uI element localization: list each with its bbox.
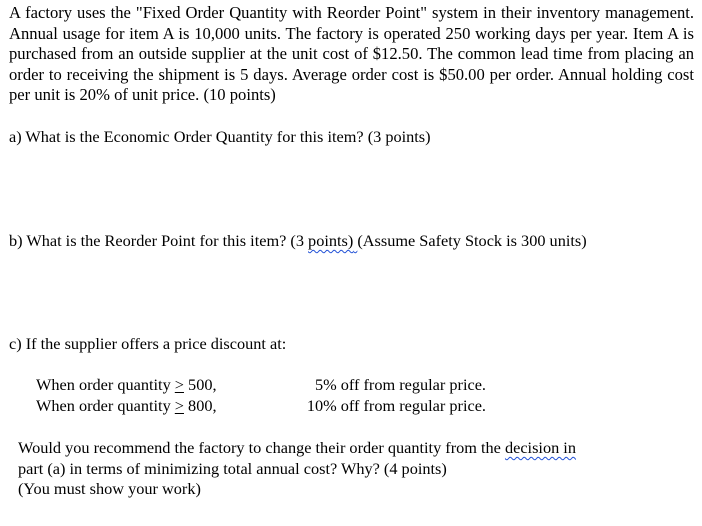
- question-a: [9, 127, 431, 147]
- followup-line-3: (You must show your work): [18, 479, 201, 499]
- discount-row: [36, 375, 486, 396]
- condition-prefix: When order quantity: [36, 375, 175, 394]
- condition-suffix: 500,: [183, 375, 217, 394]
- discount-table: [36, 375, 486, 416]
- question-c: [9, 334, 286, 354]
- discount-condition: [36, 375, 286, 396]
- discount-amount: 10% off from regular price.: [306, 395, 486, 415]
- followup-line-1: [18, 438, 576, 459]
- discount-row: [36, 396, 486, 417]
- followup-line-1-prefix: Would you recommend the factory to change their order quantity from the: [18, 438, 505, 457]
- problem-intro: [9, 3, 694, 106]
- greater-equal-symbol: >: [174, 375, 184, 394]
- greater-equal-symbol: >: [174, 395, 184, 415]
- question-b-prefix: b) What is the Reorder Point for this item? (3: [9, 231, 309, 250]
- discount-condition: [36, 396, 286, 417]
- question-b-suffix: (Assume Safety Stock is 300 units): [357, 231, 587, 250]
- discount-amount: 5% off from regular price.: [314, 375, 486, 394]
- question-b-marked-text: points): [308, 231, 354, 250]
- followup-question: [18, 438, 576, 500]
- question-c-text: c) If the supplier offers a price discount at:: [9, 334, 287, 353]
- condition-suffix: 800,: [183, 395, 217, 415]
- condition-prefix: When order quantity: [36, 395, 175, 415]
- followup-line-2: part (a) in terms of minimizing total annual cost? Why? (4 points): [18, 458, 447, 478]
- question-a-text: a) What is the Economic Order Quantity for this item? (3 points): [9, 127, 431, 146]
- question-b: [9, 231, 587, 251]
- problem-intro-text: A factory uses the "Fixed Order Quantity with Reorder Point" system in their inventory management. Annual usage for item A is 10,000 units. The factory is operated 250 working days per year. Item A is purchased from an outside supplier at the unit cost of $12.50. The common lead time from placing an order to receiving the shipment is 5 days. Average order cost is $50.00 per order. Annual holding cost per unit is 20% of unit price. (10 points): [9, 3, 694, 105]
- followup-marked-text: decision in: [504, 438, 576, 457]
